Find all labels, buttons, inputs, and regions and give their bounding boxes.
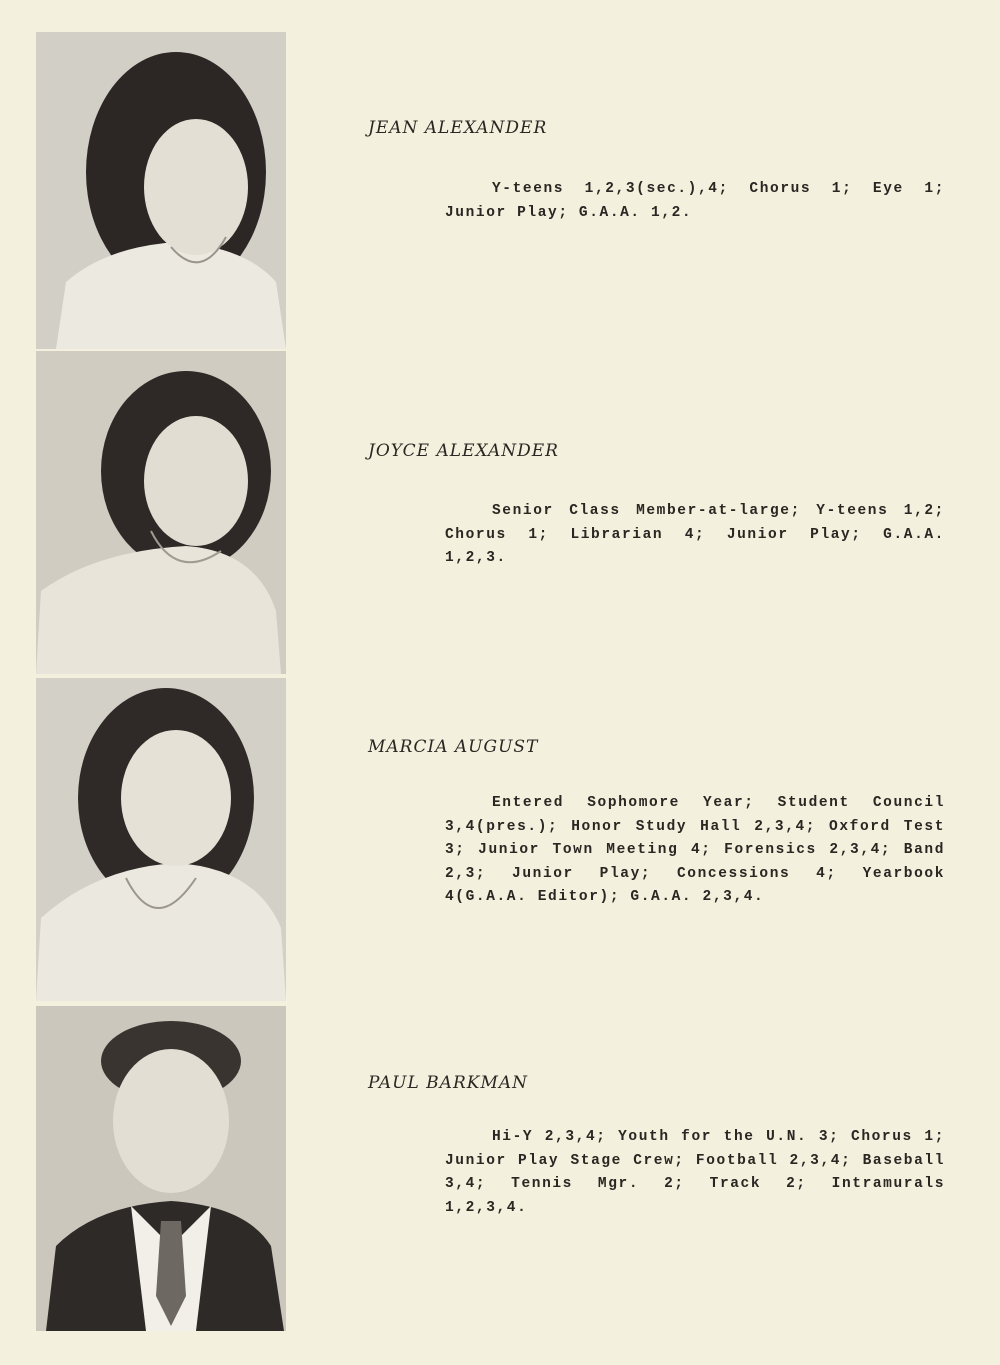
portrait-photo-icon [36, 351, 286, 674]
student-photo-joyce-alexander [36, 351, 286, 674]
student-name: JOYCE ALEXANDER [368, 441, 559, 461]
student-photo-jean-alexander [36, 32, 286, 349]
student-name: PAUL BARKMAN [368, 1073, 529, 1093]
student-photo-paul-barkman [36, 1006, 286, 1331]
student-name: JEAN ALEXANDER [368, 118, 548, 138]
portrait-photo-icon [36, 32, 286, 349]
student-activities: Hi-Y 2,3,4; Youth for the U.N. 3; Chorus 1; Junior Play Stage Crew; Football 2,3,4; Baseball 3,4; Tennis Mgr. 2; Track 2; Intramurals 1,2,3,4. [445, 1129, 945, 1216]
portrait-photo-icon [36, 678, 286, 1001]
student-activities: Y-teens 1,2,3(sec.),4; Chorus 1; Eye 1; Junior Play; G.A.A. 1,2. [445, 181, 945, 221]
student-name: MARCIA AUGUST [368, 737, 539, 757]
portrait-photo-icon [36, 1006, 286, 1331]
student-activities: Senior Class Member-at-large; Y-teens 1,2; Chorus 1; Librarian 4; Junior Play; G.A.A. 1,2,3. [445, 503, 945, 566]
student-photo-marcia-august [36, 678, 286, 1001]
student-activities: Entered Sophomore Year; Student Council 3,4(pres.); Honor Study Hall 2,3,4; Oxford Test 3; Junior Town Meeting 4; Forensics 2,3,4; Band 2,3; Junior Play; Concessions 4; Yearbook 4(G.A.A. Editor); G.A.A. 2,3,4. [445, 795, 945, 905]
